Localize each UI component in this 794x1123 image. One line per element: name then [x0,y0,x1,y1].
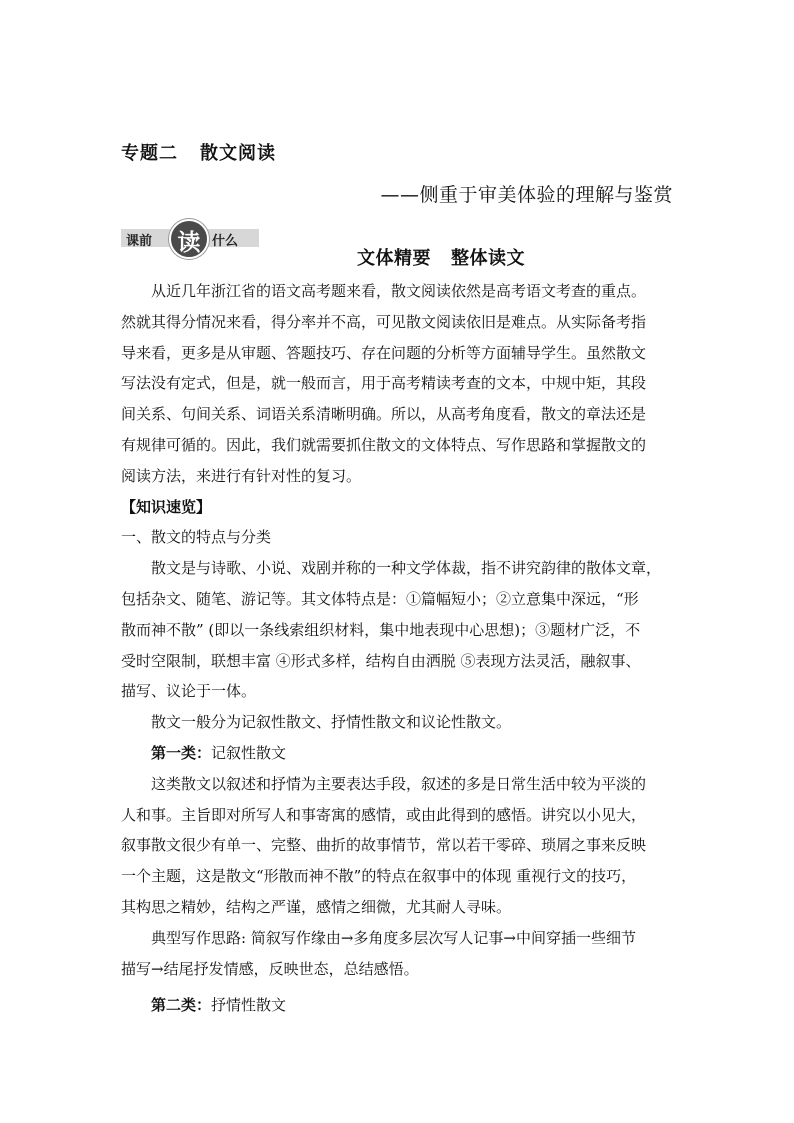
type-one-line: 人和事。主旨即对所写人和事寄寓的感情，或由此得到的感悟。讲究以小见大， [121,805,647,824]
type-one-paragraph [121,769,673,923]
type-one-line: 其构思之精妙，结构之严谨，感情之细微，尤其耐人寻味。 [121,897,512,916]
type-one-heading [121,738,673,769]
type-one-line: 一个主题，这是散文“形散而神不散”的特点在叙事中的体现 重视行文的技巧， [121,867,637,886]
type-one-line: 这类散文以叙述和抒情为主要表达手段，叙述的多是日常生活中较为平淡的 [151,774,647,793]
intro-line: 阅读方法，来进行有针对性的复习。 [121,466,362,485]
section-heading-a: 文体精要 [357,248,431,269]
subtitle: ——侧重于审美体验的理解与鉴赏 [380,184,673,206]
intro-paragraph [121,276,673,492]
type-one-label: 第一类： [151,743,212,762]
intro-line: 间关系、句间关系、词语关系清晰明确。所以，从高考角度看，散文的章法还是 [121,405,647,424]
type-one-idea-line: 描写→结尾抒发情感，反映世态，总结感悟。 [121,959,419,978]
features-line: 散而神不散” (即以一条线索组织材料，集中地表现中心思想)；③题材广泛，不 [121,620,641,639]
type-one-idea-line: 典型写作思路: 简叙写作缘由→多角度多层次写人记事→中间穿插一些细节 [151,928,636,947]
features-line: 包括杂文、随笔、游记等。其文体特点是：①篇幅短小；②立意集中深远，“形 [121,589,639,608]
classification-paragraph: 散文一般分为记叙性散文、抒情性散文和议论性散文。 [151,713,512,732]
badge-circle-char: 读 [177,230,201,256]
pre-class-badge [121,218,261,254]
type-two-heading [121,990,673,1021]
intro-line: 导来看，更多是从审题、答题技巧、存在问题的分析等方面辅导学生。虽然散文 [121,343,647,362]
intro-line: 有规律可循的。因此，我们就需要抓住散文的文体特点、写作思路和掌握散文的 [121,435,647,454]
document-body [121,276,673,1021]
section-heading-b: 整体读文 [451,248,525,269]
features-line: 散文是与诗歌、小说、戏剧并称的一种文学体裁，指不讲究韵律的散体文章， [151,559,662,578]
intro-line: 然就其得分情况来看，得分率并不高，可见散文阅读依旧是难点。从实际备考指 [121,312,647,331]
read-circle-icon [169,219,209,259]
section-heading [357,244,525,270]
type-one-name: 记叙性散文 [211,743,287,762]
intro-line: 写法没有定式，但是，就一般而言，用于高考精读考查的文本，中规中矩，其段 [121,374,647,393]
badge-left-text: 课前 [126,234,153,249]
point-one-title: 一、散文的特点与分类 [121,528,272,547]
intro-line: 从近几年浙江省的语文高考题来看，散文阅读依然是高考语文考查的重点。 [151,282,647,300]
topic-label: 专题二 [121,143,178,164]
topic-name: 散文阅读 [200,143,276,164]
type-two-label: 第二类： [151,996,212,1015]
type-two-name: 抒情性散文 [211,996,287,1015]
knowledge-label: 【知识速览】 [121,497,212,516]
topic-title [121,139,276,165]
badge-right-text: 什么 [212,234,239,249]
features-line: 描写、议论于一体。 [121,682,257,701]
features-line: 受时空限制，联想丰富 ④形式多样，结构自由洒脱 ⑤表现方法灵活，融叙事、 [121,651,641,670]
type-one-idea-paragraph [121,923,673,985]
type-one-line: 叙事散文很少有单一、完整、曲折的故事情节，常以若干零碎、琐屑之事来反映 [121,836,647,855]
features-paragraph [121,553,673,707]
